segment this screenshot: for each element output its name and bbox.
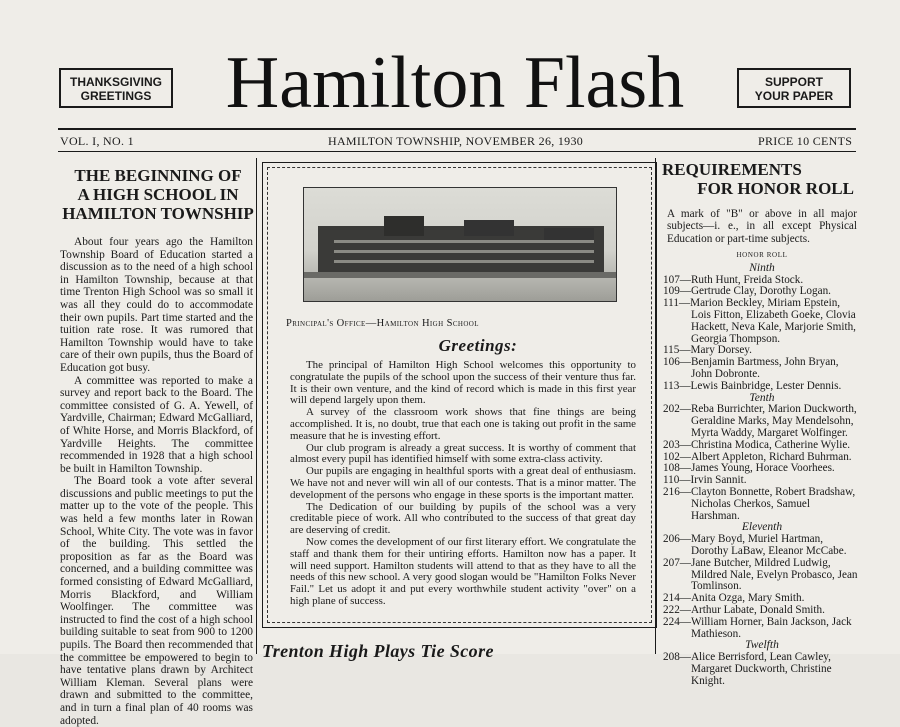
ear-thanksgiving-box	[59, 68, 173, 108]
list-item: 111—Marion Beckley, Miriam Epstein, Lois Fitton, Elizabeth Goeke, Clovia Hackett, Neva Kale, Marjorie Smith, Georgia Thompson.	[663, 297, 856, 345]
left-paragraph: About four years ago the Hamilton Township Board of Education started a discussion as to the need of a high school in Hamilton Township, because at that time Trenton High School was so small it was all they could do to accommodate their own pupils. Part time started and the tuition rate rose. It was rumored that Hamilton Township would have to take care of their own pupils, thus the Board of Education got busy.	[60, 236, 253, 374]
list-item: 115—Mary Dorsey.	[663, 344, 752, 357]
honor-roll-list	[663, 250, 861, 687]
left-paragraph: A committee was reported to make a survey and report back to the Board. The committee consisted of G. A. Yewell, of Yardville, Chairman; Edward McGalliard, of White Horse, and Morris Blackford, of Yardville Heights. The committee recommended in 1928 that a high school be built in Hamilton Township.	[60, 374, 253, 475]
list-item: 107—Ruth Hunt, Freida Stock.	[663, 273, 804, 286]
grade-eleventh: Eleventh	[741, 521, 783, 534]
left-article-body	[60, 236, 253, 727]
letter-paragraph: Now comes the development of our first literary effort. We congratulate the staff and thank them for their untiring efforts. Hamilton now has a paper. It will need support. Hamilton students will attend to that as they have to all the needs of this new school. A very good slogan would be "Hamilton Folks Never Fail." Let us adopt it and put every worthwhile student activity "over" on a high plane of success.	[290, 535, 636, 607]
letter-paragraph: A survey of the classroom work shows that fine things are being accomplished. It is, no doubt, true that each one is taking out profit in the same measure that he is investing effort.	[290, 406, 636, 442]
ear-left-line-2: GREETINGS	[80, 89, 152, 103]
letter-paragraph: Our pupils are engaging in healthful sports with a great deal of enthusiasm. We have not and never will win all of our contests. That is a minor matter. The development of the persons who engage in these sports is the important matter.	[290, 465, 636, 501]
right-headline-line-2: FOR HONOR ROLL	[697, 179, 854, 198]
grade-twelfth: Twelfth	[745, 639, 779, 652]
letter-paragraph: The Dedication of our building by pupils of the school was a very creditable piece of work. All who contributed to the success of that great day are deserving of credit.	[290, 500, 636, 537]
column-rule-left	[256, 158, 257, 654]
price: PRICE 10 CENTS	[758, 134, 853, 148]
photo-caption: Principal's Office—Hamilton High School	[286, 318, 479, 329]
list-item: 203—Christina Modica, Catherine Wylie.	[663, 438, 851, 451]
list-item: 109—Gertrude Clay, Dorothy Logan.	[663, 285, 831, 298]
letter-paragraph: The principal of Hamilton High School welcomes this opportunity to congratulate the pupils of the school upon the success of their venture thus far. It is their own venture, and the kind of record which is made in this first year will depend largely upon them.	[290, 359, 636, 407]
list-item: 207—Jane Butcher, Mildred Ludwig, Mildred Nale, Evelyn Probasco, Jean Tomlinson.	[663, 556, 858, 593]
left-headline	[60, 166, 256, 223]
left-headline-line-2: A HIGH SCHOOL IN	[77, 185, 239, 204]
list-item: 224—William Horner, Bain Jackson, Jack Mathieson.	[663, 615, 852, 640]
honor-roll-intro: A mark of "B" or above in all major subjects—i. e., in all except Physical Education or part-time subjects.	[667, 208, 857, 245]
list-item: 206—Mary Boyd, Muriel Hartman, Dorothy LaBaw, Eleanor McCabe.	[663, 533, 847, 557]
place-and-date: HAMILTON TOWNSHIP, NOVEMBER 26, 1930	[328, 134, 584, 148]
greetings-heading: Greetings:	[438, 336, 518, 355]
list-item: 113—Lewis Bainbridge, Lester Dennis.	[663, 379, 842, 392]
letter-paragraph: Our club program is already a great success. It is worthy of comment that almost every pupil has identified himself with some extra-class activity.	[290, 441, 636, 466]
ear-right-line-1: SUPPORT	[764, 75, 823, 89]
list-item: 202—Reba Burrichter, Marion Duckworth, Geraldine Marks, May Mendelsohn, Myrta Waddy, Margaret Wolfinger.	[663, 403, 857, 439]
honor-roll-label: HONOR ROLL	[736, 251, 788, 259]
masthead-rule-bottom	[58, 151, 856, 152]
list-item: 110—Irvin Sannit.	[663, 474, 747, 487]
grade-ninth: Ninth	[749, 261, 775, 274]
left-paragraph: The Board took a vote after several discussions and public meetings to put the matter up to the vote of the people. This was held a few months later in Rowan School, White City. The vote was in favor of the building. This settled the proposition as far as the Board was concerned, and a building committee was formed consisting of Edward McGalliard, Morris Blackford, and William Woolfinger. The committee was instructed to find the cost of a high school building suitable to seat from 900 to 1200 pupils. The Board then recommended that the committee be empowered to begin to have tentative plans drawn by Architect William Kleman. Several plans were drawn and submitted to the committee, and in turn a final plan of 40 rooms was adopted.	[60, 475, 253, 727]
right-headline	[662, 160, 854, 198]
left-headline-line-3: HAMILTON TOWNSHIP	[62, 204, 254, 223]
school-building-photo	[303, 187, 617, 302]
bottom-headline: Trenton High Plays Tie Score	[262, 641, 494, 661]
ear-left-line-1: THANKSGIVING	[69, 75, 162, 89]
volume-number: VOL. I, NO. 1	[60, 134, 134, 148]
right-headline-line-1: REQUIREMENTS	[662, 160, 802, 179]
list-item: 214—Anita Ozga, Mary Smith.	[663, 592, 805, 605]
ear-support-box	[737, 68, 851, 108]
masthead-title: Hamilton Flash	[225, 42, 685, 124]
ear-right-line-2: YOUR PAPER	[754, 89, 834, 103]
list-item: 222—Arthur Labate, Donald Smith.	[663, 603, 825, 616]
list-item: 102—Albert Appleton, Richard Buhrman.	[663, 450, 852, 463]
principal-letter	[290, 360, 636, 608]
list-item: 216—Clayton Bonnette, Robert Bradshaw, Nicholas Cherkos, Samuel Harshman.	[663, 485, 856, 522]
grade-tenth: Tenth	[749, 391, 775, 404]
masthead-rule-top	[58, 128, 856, 130]
left-headline-line-1: THE BEGINNING OF	[74, 166, 242, 185]
list-item: 106—Benjamin Bartmess, John Bryan, John Dobronte.	[663, 356, 839, 380]
list-item: 108—James Young, Horace Voorhees.	[663, 462, 835, 475]
list-item: 208—Alice Berrisford, Lean Cawley, Margaret Duckworth, Christine Knight.	[663, 651, 832, 687]
